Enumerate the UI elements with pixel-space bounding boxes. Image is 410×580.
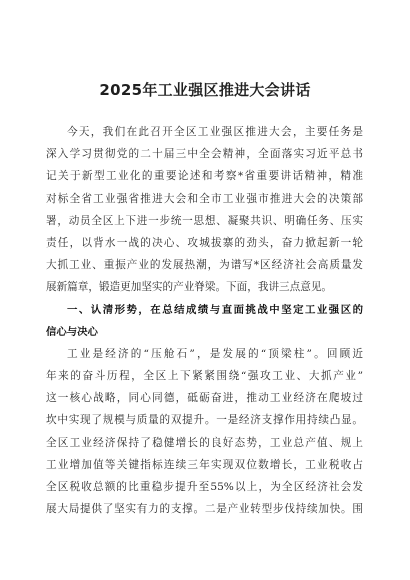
paragraph-line: 大抓工业、重振产业的发展热潮，为谱写*区经济社会高质量发 bbox=[46, 259, 363, 272]
paragraph-line: 展大局提供了坚实有力的支撑。二是产业转型步伐持续加快。围 bbox=[46, 503, 363, 516]
paragraph-line: 坎中实现了规模与质量的双提升。一是经济支撑作用持续凸显。 bbox=[46, 414, 363, 427]
paragraph-line: 责任，以背水一战的决心、攻城拔寨的劲头，奋力掀起新一轮 bbox=[46, 236, 363, 249]
paragraph-line: 对标全省工业强省推进大会和全市工业强市推进大会的决策部 bbox=[46, 192, 363, 205]
paragraph-line: 工业增加值等关键指标连续三年实现双位数增长，工业税收占 bbox=[46, 458, 363, 471]
document-title: 2025年工业强区推进大会讲话 bbox=[99, 81, 311, 99]
paragraph-line: 署，动员全区上下进一步统一思想、凝聚共识、明确任务、压实 bbox=[46, 214, 363, 227]
paragraph-line: 今天，我们在此召开全区工业强区推进大会，主要任务是 bbox=[67, 126, 363, 138]
paragraph-line: 全区税收总额的比重稳步提升至55%以上，为全区经济社会发 bbox=[46, 481, 363, 493]
document-body bbox=[46, 121, 363, 520]
paragraph-line: 年来的奋斗历程，全区上下紧紧围绕“强攻工业、大抓产业” bbox=[46, 370, 363, 383]
paragraph-line: 这一核心战略，同心同德，砥砺奋进，推动工业经济在爬坡过 bbox=[46, 392, 363, 405]
paragraph-line: 工业是经济的“压舱石”，是发展的“顶梁柱”。回顾近 bbox=[67, 347, 363, 360]
section-heading: 信心与决心 bbox=[46, 325, 98, 338]
paragraph-line: 全区工业经济保持了稳健增长的良好态势，工业总产值、规上 bbox=[46, 436, 363, 449]
section-heading: 一、认清形势，在总结成绩与直面挑战中坚定工业强区的 bbox=[67, 303, 363, 316]
paragraph-line: 记关于新型工业化的重要论述和考察*省重要讲话精神，精准 bbox=[46, 170, 363, 183]
paragraph-line: 展新篇章，锻造更加坚实的产业脊梁。下面，我讲三点意见。 bbox=[46, 281, 333, 294]
paragraph-line: 深入学习贯彻党的二十届三中全会精神，全面落实习近平总书 bbox=[46, 148, 363, 161]
